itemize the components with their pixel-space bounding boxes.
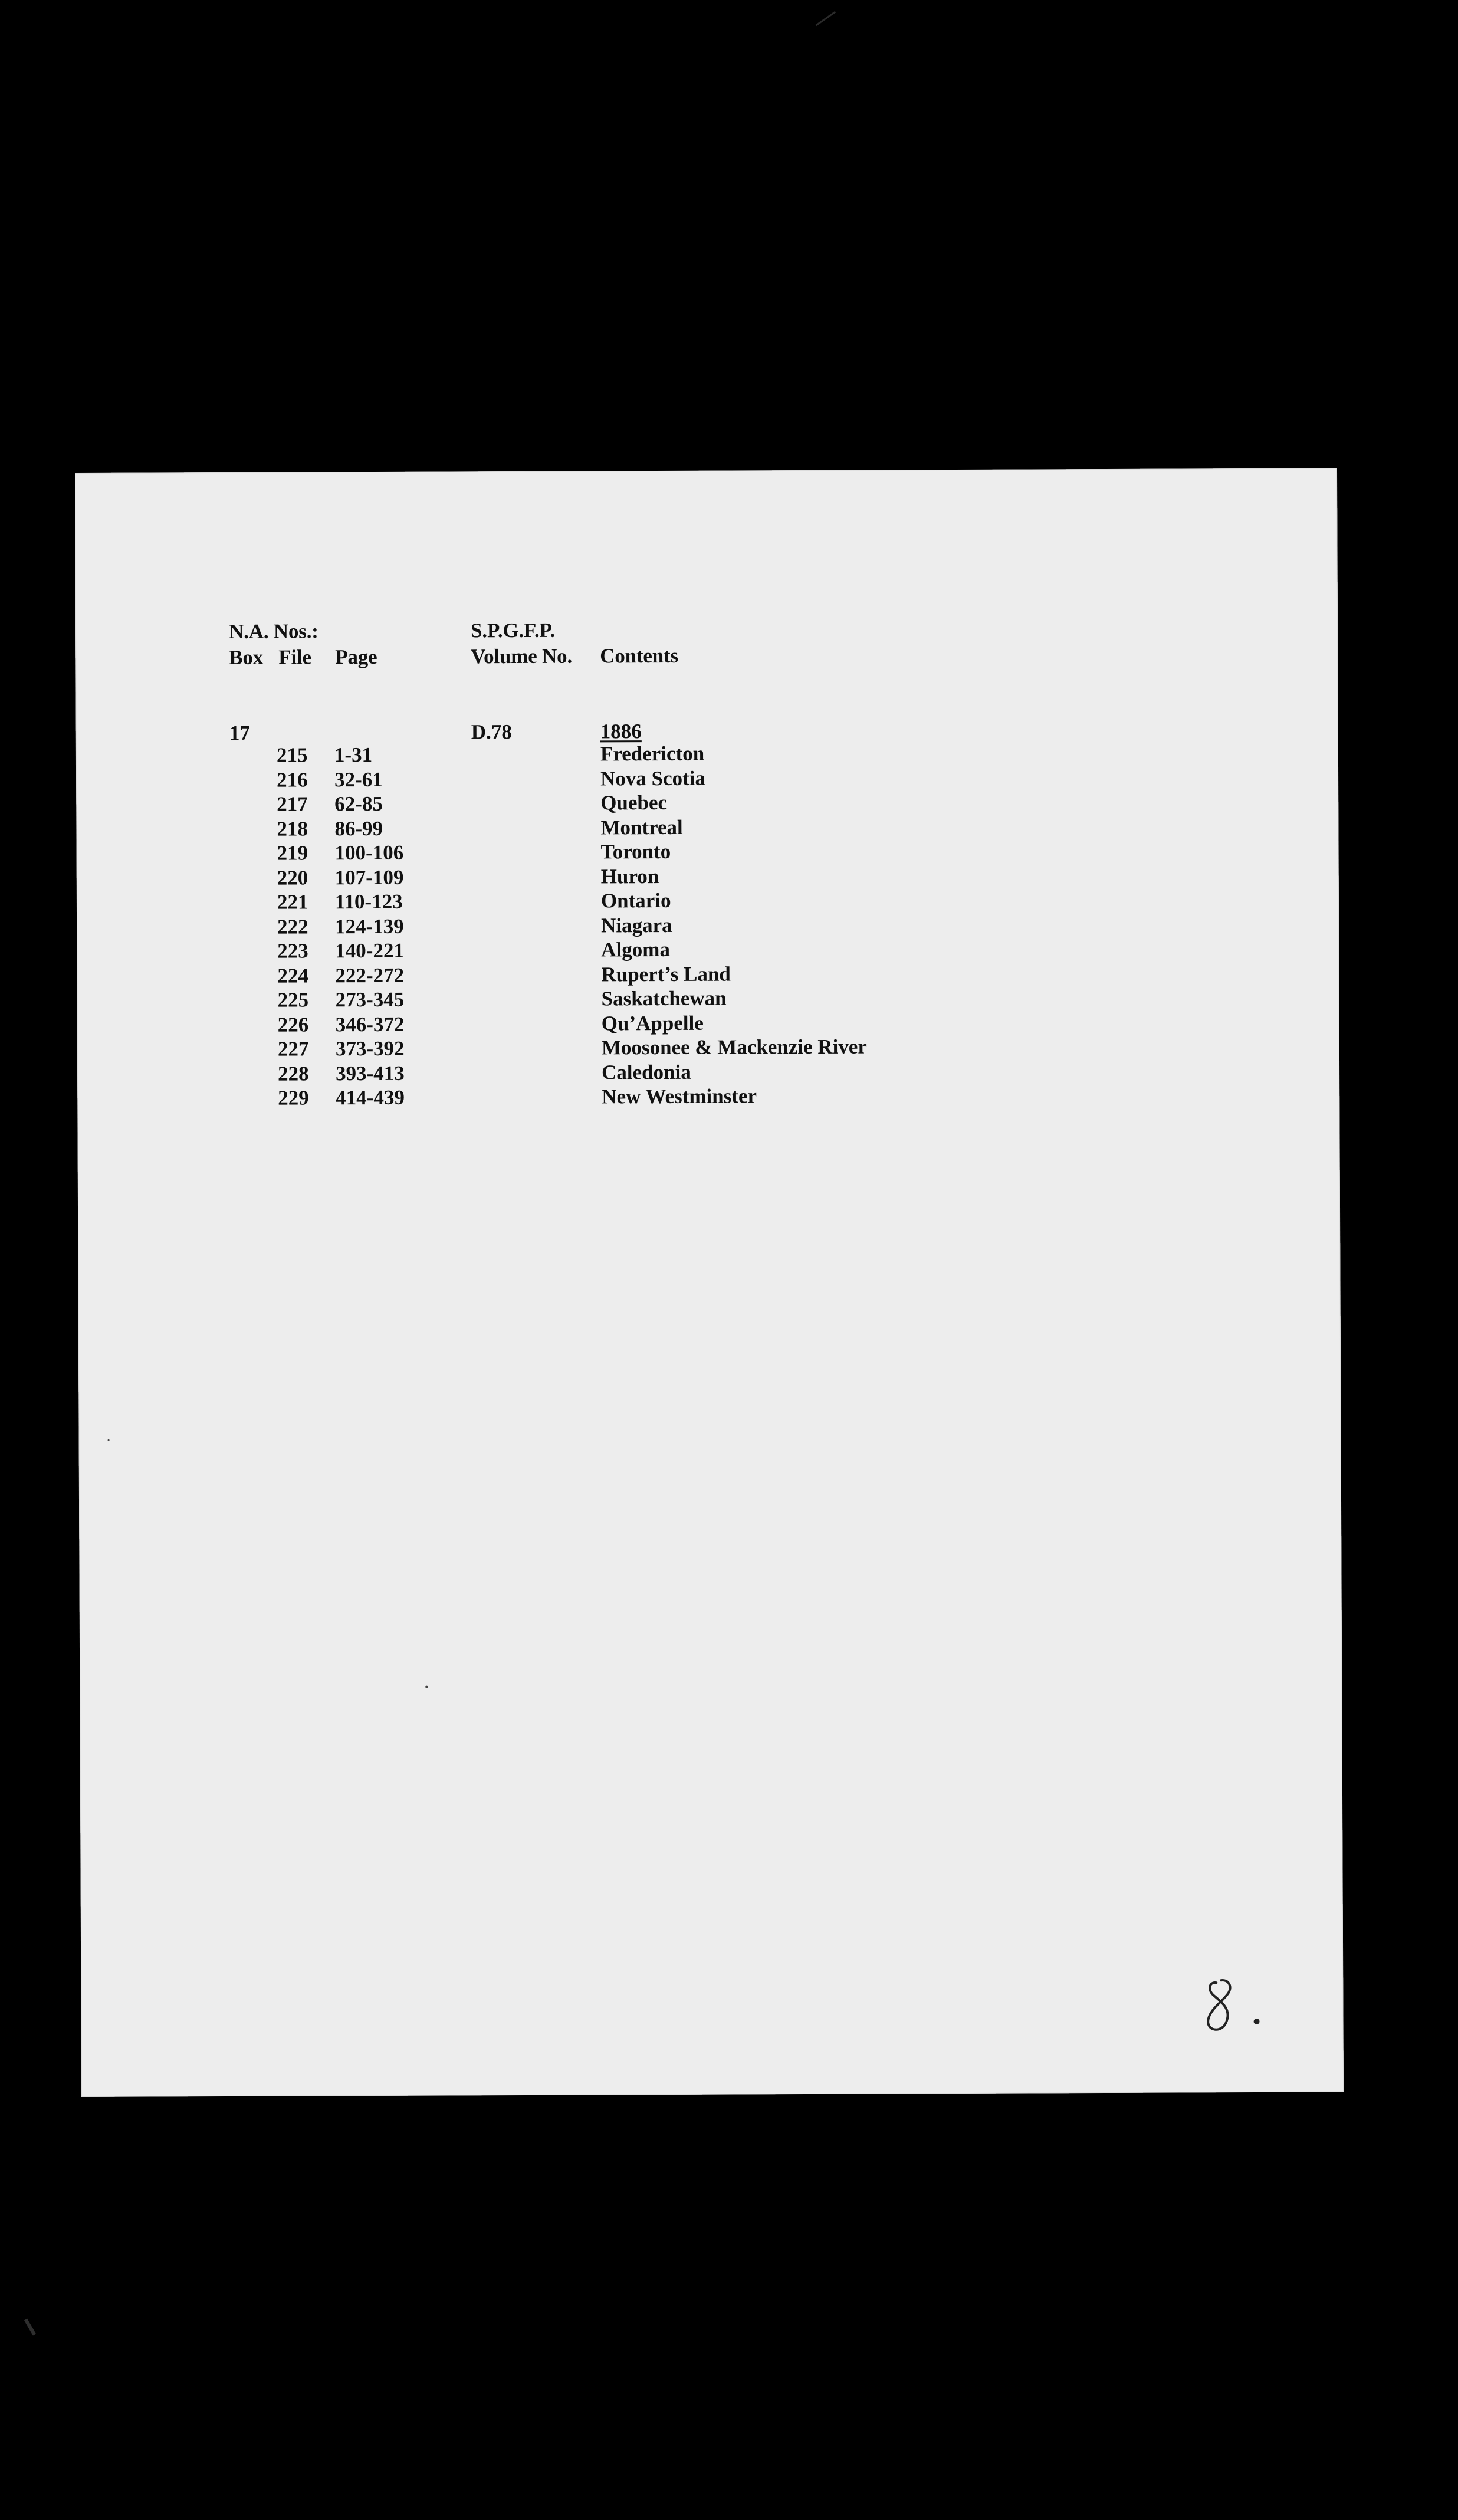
page-range: 124-139	[335, 914, 404, 938]
contents-entry: Toronto	[600, 839, 671, 864]
contents-entry: Ontario	[600, 888, 671, 913]
box-number: 17	[229, 721, 250, 744]
file-number: 228	[278, 1061, 309, 1085]
page-range: 140-221	[335, 939, 404, 963]
contents-entry: Niagara	[601, 913, 672, 937]
contents-entry: Nova Scotia	[600, 766, 706, 790]
document-page	[75, 468, 1344, 2097]
file-number: 222	[277, 914, 308, 939]
contents-entry: New Westminster	[602, 1084, 757, 1108]
file-row	[77, 1082, 1339, 1111]
column-header-box: Box	[229, 645, 264, 669]
page-range: 107-109	[334, 865, 404, 889]
page-range: 62-85	[334, 792, 383, 816]
contents-entry: Moosonee & Mackenzie River	[601, 1035, 867, 1059]
file-list	[76, 739, 1339, 1111]
contents-entry: Algoma	[601, 937, 670, 962]
file-number: 216	[277, 767, 308, 792]
page-range: 1-31	[334, 743, 373, 767]
column-header-volume: Volume No.	[471, 644, 573, 668]
page-range: 346-372	[335, 1012, 405, 1036]
volume-number: D.78	[471, 720, 512, 744]
page-range: 222-272	[335, 963, 405, 987]
page-range: 373-392	[335, 1036, 405, 1061]
year-heading: 1886	[600, 720, 642, 743]
contents-entry: Montreal	[600, 815, 683, 839]
contents-entry: Rupert’s Land	[601, 962, 731, 986]
paper-speck	[425, 1686, 428, 1688]
contents-entry: Caledonia	[602, 1060, 691, 1084]
handwritten-page-number	[1198, 1976, 1269, 2040]
file-number: 220	[277, 865, 308, 890]
header-spgfp: S.P.G.F.P.	[470, 618, 556, 642]
page-range: 32-61	[334, 767, 383, 791]
page-range: 273-345	[335, 987, 405, 1012]
page-range: 110-123	[334, 890, 403, 914]
file-number: 218	[277, 816, 308, 841]
column-header-page: Page	[335, 645, 377, 669]
file-number: 229	[278, 1086, 309, 1110]
contents-entry: Qu’Appelle	[601, 1011, 704, 1035]
column-header-file: File	[278, 645, 311, 669]
page-range: 414-439	[336, 1085, 405, 1110]
contents-entry: Quebec	[600, 790, 668, 815]
file-number: 226	[277, 1012, 309, 1036]
page-range: 86-99	[334, 816, 383, 840]
column-header-contents: Contents	[600, 644, 678, 668]
file-number: 225	[277, 988, 309, 1012]
page-range: 100-106	[334, 841, 404, 865]
contents-entry: Saskatchewan	[601, 986, 727, 1010]
contents-entry: Fredericton	[600, 741, 705, 766]
file-number: 227	[277, 1037, 309, 1061]
header-na-nos: N.A. Nos.:	[229, 619, 318, 643]
page-range: 393-413	[336, 1061, 405, 1085]
contents-entry: Huron	[600, 864, 659, 888]
file-number: 219	[277, 841, 308, 865]
file-number: 224	[277, 963, 308, 987]
file-number: 217	[277, 792, 308, 816]
file-number: 223	[277, 939, 308, 963]
paper-speck	[108, 1439, 110, 1441]
file-number: 221	[277, 890, 308, 914]
file-number: 215	[276, 743, 308, 767]
